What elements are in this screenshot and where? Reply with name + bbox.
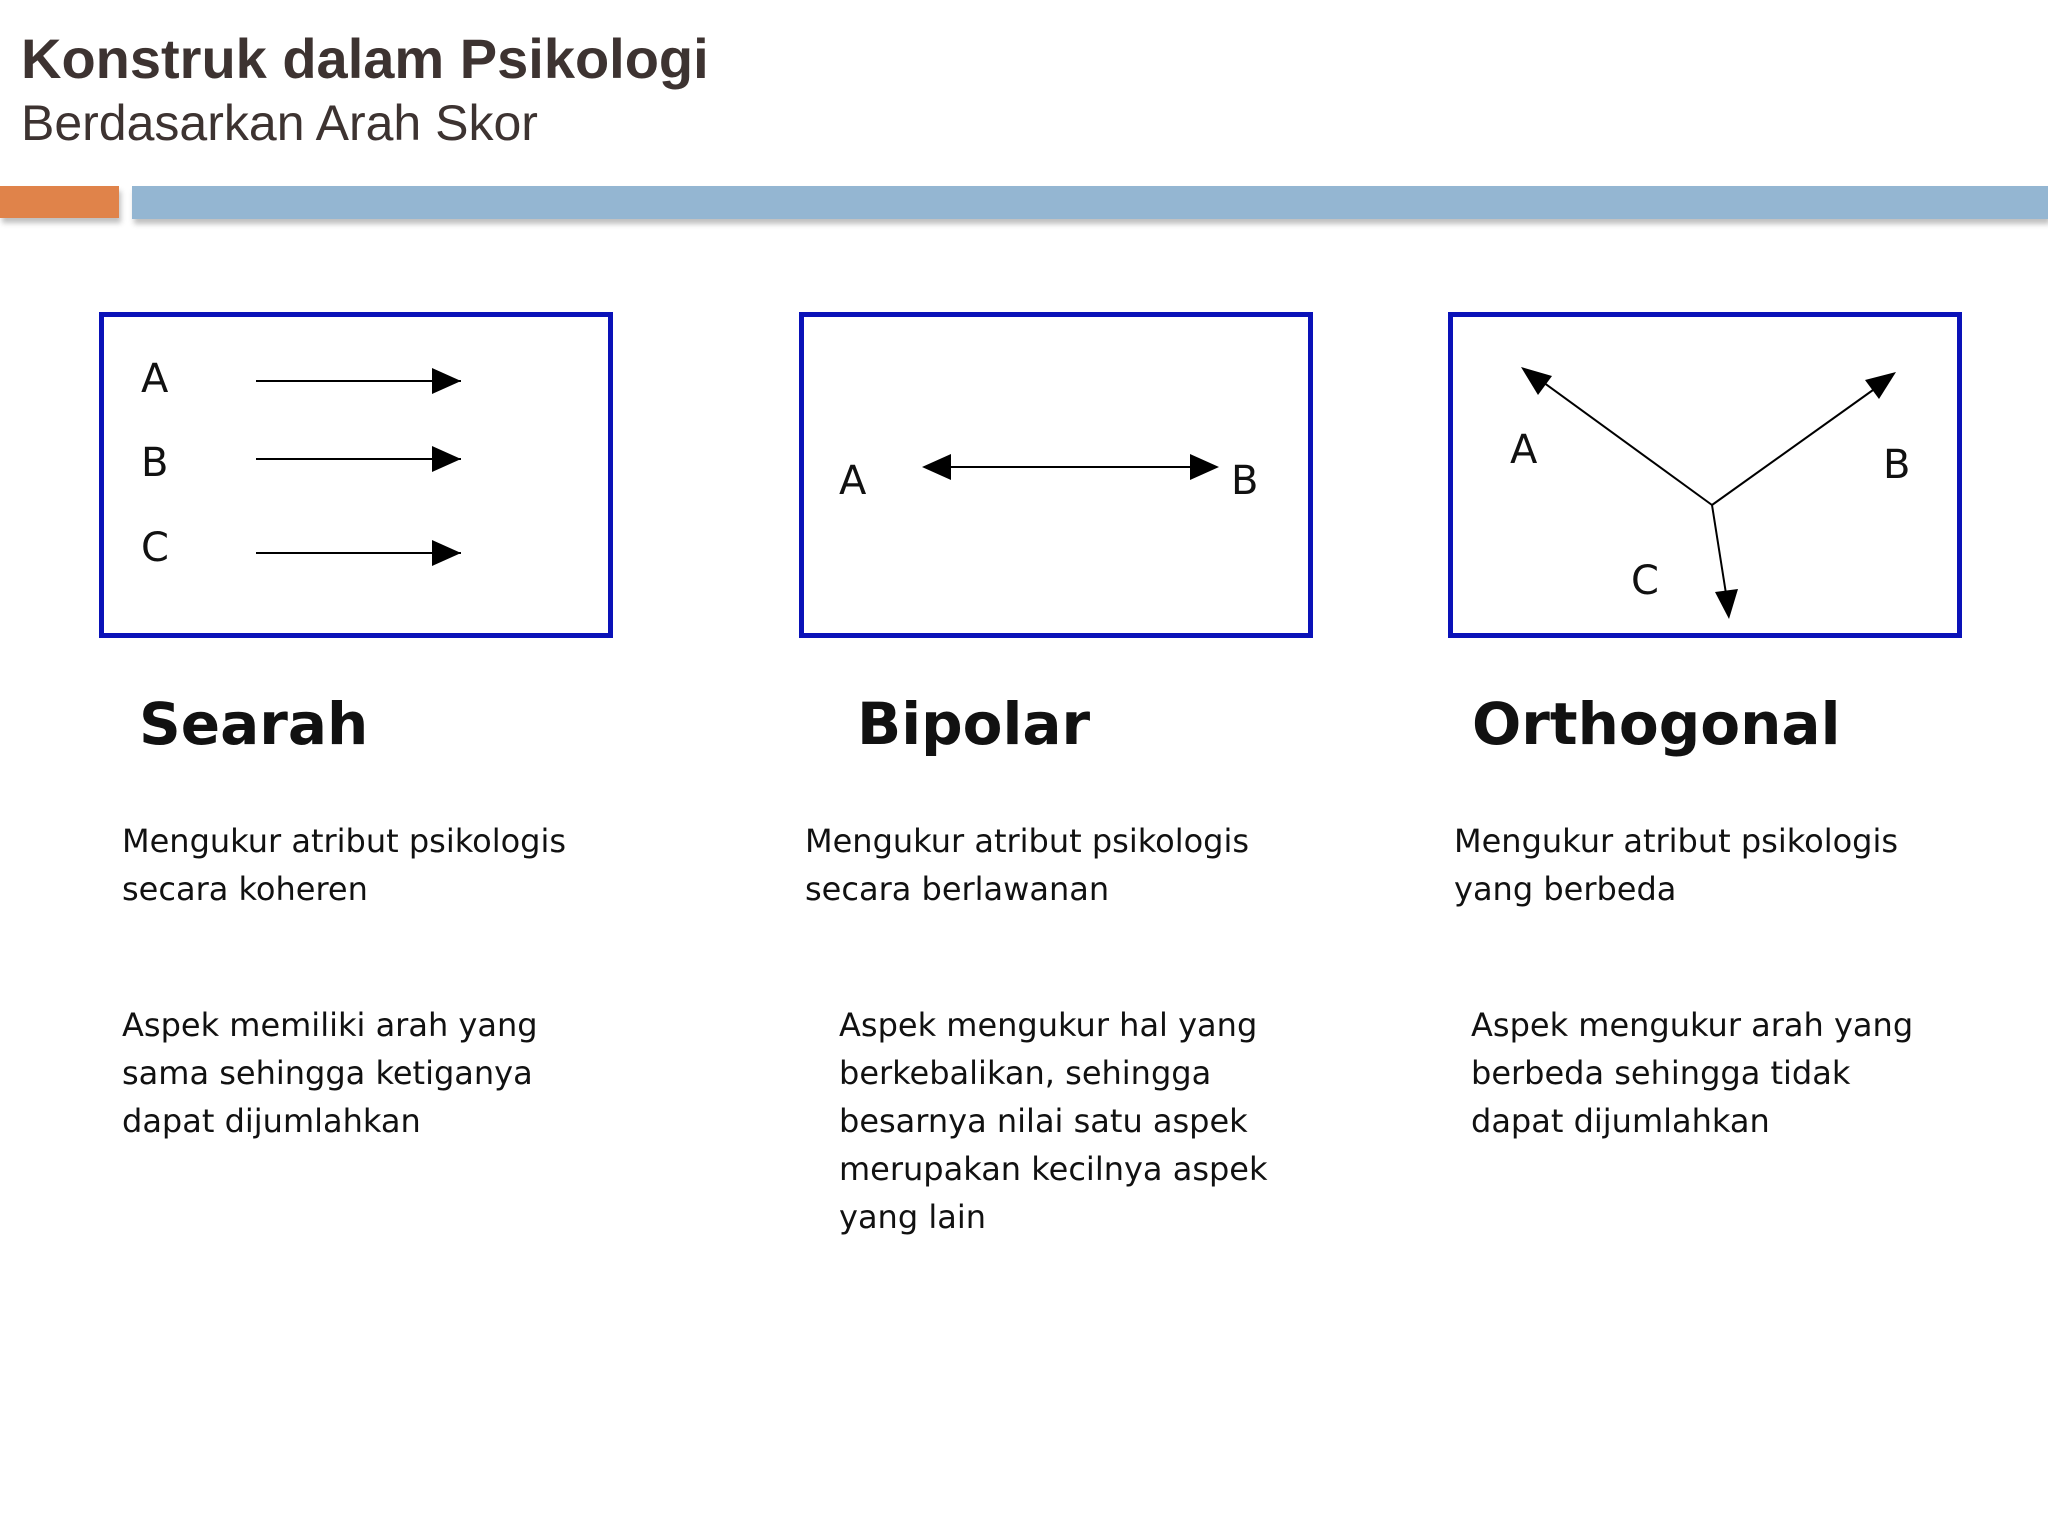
searah-desc-1: Mengukur atribut psikologis secara koheren — [122, 822, 567, 908]
bipolar-desc-2: Aspek mengukur hal yang berkebalikan, sehingga besarnya nilai satu aspek merupakan kecilnya aspek yang lain — [839, 1006, 1268, 1236]
bipolar-heading: Bipolar — [857, 690, 1091, 758]
orthogonal-desc-1: Mengukur atribut psikologis yang berbeda — [1454, 822, 1899, 908]
label-b: B — [1883, 442, 1911, 488]
vector-b — [1712, 385, 1880, 505]
searah-desc-2: Aspek memiliki arah yang sama sehingga ketiganya dapat dijumlahkan — [122, 1006, 538, 1140]
orthogonal-heading: Orthogonal — [1472, 690, 1841, 758]
page-subtitle: Berdasarkan Arah Skor — [21, 95, 538, 151]
bipolar-diagram — [799, 312, 1313, 638]
label-a: A — [839, 458, 867, 504]
vector-c — [1712, 505, 1727, 600]
label-c: C — [1631, 558, 1659, 604]
page-title: Konstruk dalam Psikologi — [21, 27, 709, 90]
accent-bar-blue — [132, 186, 2048, 219]
arrowhead-c — [432, 540, 461, 566]
arrowhead-a — [432, 368, 461, 394]
accent-bar-orange — [0, 186, 119, 218]
arrowhead-b — [432, 446, 461, 472]
bipolar-desc-1: Mengukur atribut psikologis secara berlawanan — [805, 822, 1250, 908]
vector-a — [1536, 377, 1712, 505]
arrowhead-right — [1190, 454, 1219, 480]
arrowhead-b — [1865, 372, 1896, 399]
orthogonal-diagram — [1448, 312, 1962, 638]
label-c: C — [141, 525, 169, 571]
label-a: A — [141, 356, 169, 402]
label-a: A — [1510, 427, 1538, 473]
orthogonal-desc-2: Aspek mengukur arah yang berbeda sehingga tidak dapat dijumlahkan — [1471, 1006, 1914, 1140]
searah-diagram — [99, 312, 613, 638]
arrowhead-left — [922, 454, 951, 480]
label-b: B — [1231, 458, 1259, 504]
arrowhead-a — [1521, 367, 1552, 395]
arrowhead-c — [1715, 589, 1738, 619]
label-b: B — [141, 440, 169, 486]
searah-heading: Searah — [139, 690, 369, 758]
